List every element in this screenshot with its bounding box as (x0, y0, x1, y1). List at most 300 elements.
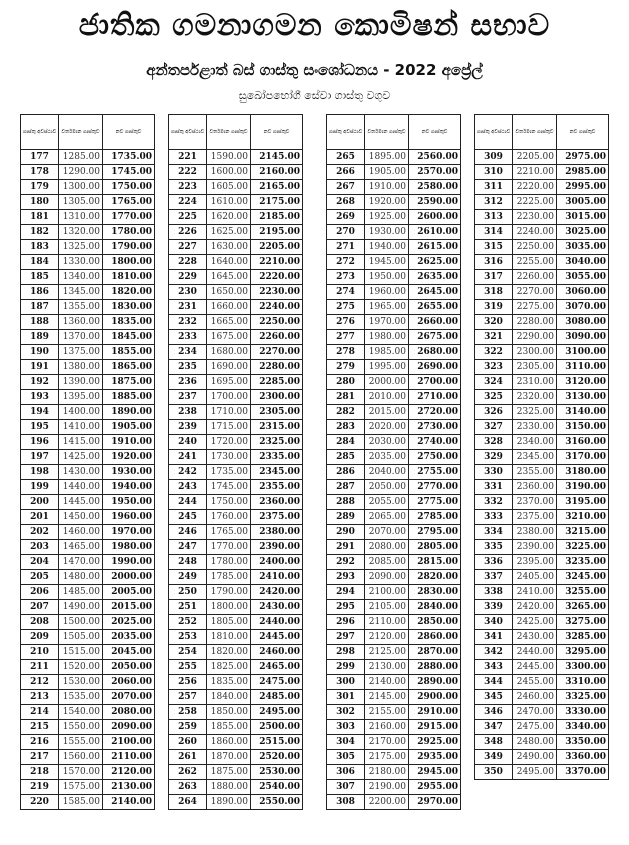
fare-stage-cell: 267 (327, 180, 365, 195)
table-row (169, 345, 303, 360)
new-fare-cell: 3100.00 (557, 345, 609, 360)
fare-stage-cell: 199 (21, 480, 59, 495)
fare-stage-cell: 287 (327, 480, 365, 495)
new-fare-cell: 2185.00 (251, 210, 303, 225)
new-fare-cell: 2550.00 (251, 795, 303, 810)
table-row (21, 615, 155, 630)
new-fare-cell: 2000.00 (103, 570, 155, 585)
fare-stage-cell: 213 (21, 690, 59, 705)
fare-stage-cell: 238 (169, 405, 207, 420)
fare-stage-cell: 330 (475, 465, 513, 480)
new-fare-cell: 2050.00 (103, 660, 155, 675)
current-fare-cell: 2280.00 (513, 315, 557, 330)
current-fare-cell: 1800.00 (207, 600, 251, 615)
current-fare-cell: 1470.00 (59, 555, 103, 570)
current-fare-cell: 1355.00 (59, 300, 103, 315)
new-fare-cell: 1980.00 (103, 540, 155, 555)
table-row (169, 735, 303, 750)
table-row (327, 495, 461, 510)
table-row (21, 525, 155, 540)
fare-stage-cell: 212 (21, 675, 59, 690)
fare-stage-cell: 183 (21, 240, 59, 255)
new-fare-cell: 2335.00 (251, 450, 303, 465)
current-fare-cell: 2410.00 (513, 585, 557, 600)
current-fare-cell: 2420.00 (513, 600, 557, 615)
new-fare-cell: 1780.00 (103, 225, 155, 240)
new-fare-cell: 2400.00 (251, 555, 303, 570)
current-fare-cell: 2040.00 (365, 465, 409, 480)
new-fare-cell: 2410.00 (251, 570, 303, 585)
new-fare-cell: 2315.00 (251, 420, 303, 435)
current-fare-cell: 1720.00 (207, 435, 251, 450)
current-fare-cell: 2340.00 (513, 435, 557, 450)
current-fare-cell: 1760.00 (207, 510, 251, 525)
table-row (169, 765, 303, 780)
table-row (475, 750, 609, 765)
new-fare-cell: 2440.00 (251, 615, 303, 630)
new-fare-cell: 2970.00 (409, 795, 461, 810)
table-row (475, 195, 609, 210)
current-fare-cell: 1910.00 (365, 180, 409, 195)
table-row (21, 795, 155, 810)
table-row (327, 705, 461, 720)
new-fare-cell: 3035.00 (557, 240, 609, 255)
table-row (475, 600, 609, 615)
new-fare-cell: 2060.00 (103, 675, 155, 690)
table-row (327, 660, 461, 675)
new-fare-cell: 1990.00 (103, 555, 155, 570)
table-row (21, 300, 155, 315)
fare-stage-cell: 288 (327, 495, 365, 510)
fare-stage-cell: 323 (475, 360, 513, 375)
table-row (475, 435, 609, 450)
new-fare-cell: 2740.00 (409, 435, 461, 450)
new-fare-cell: 1810.00 (103, 270, 155, 285)
current-fare-cell: 1410.00 (59, 420, 103, 435)
new-fare-cell: 2515.00 (251, 735, 303, 750)
current-fare-cell: 1605.00 (207, 180, 251, 195)
fare-stage-cell: 348 (475, 735, 513, 750)
new-fare-cell: 2485.00 (251, 690, 303, 705)
table-header-row (21, 115, 155, 150)
current-fare-cell: 1310.00 (59, 210, 103, 225)
table-row (475, 450, 609, 465)
new-fare-cell: 2900.00 (409, 690, 461, 705)
current-fare-header: වර්තමාන ගාස්තුව (207, 115, 251, 150)
table-row (21, 720, 155, 735)
new-fare-cell: 2540.00 (251, 780, 303, 795)
table-row (169, 615, 303, 630)
current-fare-cell: 1640.00 (207, 255, 251, 270)
current-fare-cell: 1380.00 (59, 360, 103, 375)
fare-stage-cell: 218 (21, 765, 59, 780)
current-fare-cell: 1995.00 (365, 360, 409, 375)
table-row (475, 345, 609, 360)
new-fare-cell: 2100.00 (103, 735, 155, 750)
new-fare-cell: 2430.00 (251, 600, 303, 615)
current-fare-cell: 1430.00 (59, 465, 103, 480)
current-fare-cell: 2270.00 (513, 285, 557, 300)
new-fare-cell: 2645.00 (409, 285, 461, 300)
fare-stage-cell: 226 (169, 225, 207, 240)
current-fare-cell: 2010.00 (365, 390, 409, 405)
fare-stage-cell: 278 (327, 345, 365, 360)
fare-stage-cell: 311 (475, 180, 513, 195)
current-fare-cell: 2495.00 (513, 765, 557, 780)
current-fare-cell: 2395.00 (513, 555, 557, 570)
new-fare-cell: 3235.00 (557, 555, 609, 570)
new-fare-cell: 2915.00 (409, 720, 461, 735)
table-row (21, 450, 155, 465)
new-fare-cell: 2165.00 (251, 180, 303, 195)
table-row (327, 255, 461, 270)
current-fare-cell: 2360.00 (513, 480, 557, 495)
table-row (475, 255, 609, 270)
new-fare-cell: 1735.00 (103, 150, 155, 165)
table-row (475, 150, 609, 165)
new-fare-cell: 3210.00 (557, 510, 609, 525)
current-fare-cell: 2090.00 (365, 570, 409, 585)
current-fare-cell: 1375.00 (59, 345, 103, 360)
table-row (169, 705, 303, 720)
current-fare-cell: 1625.00 (207, 225, 251, 240)
table-row (327, 150, 461, 165)
current-fare-cell: 1305.00 (59, 195, 103, 210)
table-row (475, 690, 609, 705)
new-fare-cell: 3025.00 (557, 225, 609, 240)
new-fare-cell: 2045.00 (103, 645, 155, 660)
current-fare-cell: 1930.00 (365, 225, 409, 240)
new-fare-cell: 2345.00 (251, 465, 303, 480)
current-fare-cell: 2140.00 (365, 675, 409, 690)
fare-stage-cell: 228 (169, 255, 207, 270)
current-fare-cell: 1810.00 (207, 630, 251, 645)
new-fare-cell: 2655.00 (409, 300, 461, 315)
table-row (475, 735, 609, 750)
table-header-row (169, 115, 303, 150)
fare-stage-cell: 215 (21, 720, 59, 735)
current-fare-cell: 2475.00 (513, 720, 557, 735)
new-fare-cell: 2560.00 (409, 150, 461, 165)
new-fare-cell: 2755.00 (409, 465, 461, 480)
table-row (327, 510, 461, 525)
new-fare-cell: 2805.00 (409, 540, 461, 555)
table-row (21, 645, 155, 660)
table-row (475, 555, 609, 570)
table-row (21, 570, 155, 585)
new-fare-cell: 2775.00 (409, 495, 461, 510)
fare-stage-cell: 283 (327, 420, 365, 435)
new-fare-cell: 2600.00 (409, 210, 461, 225)
fare-stage-cell: 336 (475, 555, 513, 570)
current-fare-cell: 2190.00 (365, 780, 409, 795)
table-row (169, 600, 303, 615)
current-fare-cell: 1520.00 (59, 660, 103, 675)
new-fare-cell: 2160.00 (251, 165, 303, 180)
current-fare-cell: 1400.00 (59, 405, 103, 420)
fare-table-3 (326, 114, 461, 810)
current-fare-cell: 2470.00 (513, 705, 557, 720)
new-fare-cell: 2475.00 (251, 675, 303, 690)
new-fare-cell: 1765.00 (103, 195, 155, 210)
table-row (169, 675, 303, 690)
current-fare-cell: 1395.00 (59, 390, 103, 405)
table-row (475, 360, 609, 375)
table-row (21, 690, 155, 705)
fare-stage-cell: 250 (169, 585, 207, 600)
fare-stage-cell: 261 (169, 750, 207, 765)
fare-stage-cell: 325 (475, 390, 513, 405)
fare-stage-cell: 307 (327, 780, 365, 795)
new-fare-cell: 2240.00 (251, 300, 303, 315)
new-fare-cell: 3110.00 (557, 360, 609, 375)
fare-stage-cell: 179 (21, 180, 59, 195)
table-row (169, 750, 303, 765)
table-row (475, 660, 609, 675)
fare-stage-cell: 186 (21, 285, 59, 300)
page-subtitle: අන්තර්පළාත් බස් ගාස්තු සංශෝධනය - 2022 අප්‍රේල් (146, 61, 483, 79)
table-row (169, 780, 303, 795)
table-row (327, 405, 461, 420)
fare-stage-cell: 308 (327, 795, 365, 810)
fare-stage-cell: 259 (169, 720, 207, 735)
table-row (21, 765, 155, 780)
new-fare-cell: 2860.00 (409, 630, 461, 645)
table-row (169, 210, 303, 225)
fare-stage-cell: 234 (169, 345, 207, 360)
fare-stage-cell: 220 (21, 795, 59, 810)
table-row (475, 285, 609, 300)
table-row (169, 195, 303, 210)
fare-stage-cell: 203 (21, 540, 59, 555)
table-row (169, 720, 303, 735)
current-fare-cell: 2080.00 (365, 540, 409, 555)
fare-table-1 (20, 114, 155, 810)
new-fare-cell: 3360.00 (557, 750, 609, 765)
current-fare-cell: 1425.00 (59, 450, 103, 465)
new-fare-cell: 2015.00 (103, 600, 155, 615)
fare-stage-cell: 187 (21, 300, 59, 315)
new-fare-cell: 2815.00 (409, 555, 461, 570)
table-row (21, 195, 155, 210)
table-row (327, 645, 461, 660)
new-fare-cell: 2270.00 (251, 345, 303, 360)
fare-stage-cell: 177 (21, 150, 59, 165)
new-fare-cell: 1800.00 (103, 255, 155, 270)
new-fare-cell: 2955.00 (409, 780, 461, 795)
fare-stage-cell: 322 (475, 345, 513, 360)
new-fare-header: නව ගාස්තුව (409, 115, 461, 150)
new-fare-cell: 2300.00 (251, 390, 303, 405)
fare-stage-cell: 254 (169, 645, 207, 660)
current-fare-cell: 2160.00 (365, 720, 409, 735)
table-row (169, 330, 303, 345)
fare-stage-cell: 178 (21, 165, 59, 180)
new-fare-cell: 3040.00 (557, 255, 609, 270)
table-row (169, 390, 303, 405)
current-fare-cell: 1790.00 (207, 585, 251, 600)
fare-table-2 (168, 114, 303, 810)
table-row (327, 615, 461, 630)
current-fare-header: වර්තමාන ගාස්තුව (365, 115, 409, 150)
new-fare-cell: 3195.00 (557, 495, 609, 510)
table-row (21, 735, 155, 750)
fare-stage-cell: 291 (327, 540, 365, 555)
table-row (327, 540, 461, 555)
current-fare-cell: 2375.00 (513, 510, 557, 525)
current-fare-cell: 1370.00 (59, 330, 103, 345)
current-fare-cell: 2445.00 (513, 660, 557, 675)
table-row (327, 525, 461, 540)
table-row (169, 570, 303, 585)
new-fare-cell: 2925.00 (409, 735, 461, 750)
fare-stage-cell: 270 (327, 225, 365, 240)
table-row (21, 270, 155, 285)
new-fare-cell: 2870.00 (409, 645, 461, 660)
fare-stage-cell: 318 (475, 285, 513, 300)
new-fare-cell: 2690.00 (409, 360, 461, 375)
fare-stage-cell: 230 (169, 285, 207, 300)
fare-stage-cell: 227 (169, 240, 207, 255)
fare-stage-cell: 293 (327, 570, 365, 585)
new-fare-cell: 3080.00 (557, 315, 609, 330)
fare-stage-cell: 301 (327, 690, 365, 705)
fare-stage-cell: 223 (169, 180, 207, 195)
fare-stage-cell: 197 (21, 450, 59, 465)
current-fare-cell: 1465.00 (59, 540, 103, 555)
current-fare-cell: 2100.00 (365, 585, 409, 600)
new-fare-cell: 1960.00 (103, 510, 155, 525)
new-fare-cell: 3120.00 (557, 375, 609, 390)
page-title: ජාතික ගමනාගමන කොමිෂන් සභාව (78, 8, 551, 43)
fare-stage-cell: 219 (21, 780, 59, 795)
new-fare-cell: 2260.00 (251, 330, 303, 345)
new-fare-cell: 2420.00 (251, 585, 303, 600)
current-fare-cell: 1440.00 (59, 480, 103, 495)
new-fare-cell: 3090.00 (557, 330, 609, 345)
fare-stage-cell: 233 (169, 330, 207, 345)
fare-stage-cell: 201 (21, 510, 59, 525)
table-row (21, 240, 155, 255)
fare-stage-cell: 188 (21, 315, 59, 330)
current-fare-cell: 2050.00 (365, 480, 409, 495)
fare-stage-cell: 257 (169, 690, 207, 705)
new-fare-cell: 2145.00 (251, 150, 303, 165)
table-row (169, 435, 303, 450)
new-fare-cell: 2005.00 (103, 585, 155, 600)
table-row (327, 690, 461, 705)
new-fare-cell: 2890.00 (409, 675, 461, 690)
new-fare-header: නව ගාස්තුව (557, 115, 609, 150)
fare-stage-cell: 255 (169, 660, 207, 675)
current-fare-cell: 2030.00 (365, 435, 409, 450)
new-fare-cell: 2520.00 (251, 750, 303, 765)
new-fare-cell: 1930.00 (103, 465, 155, 480)
current-fare-cell: 1715.00 (207, 420, 251, 435)
table-row (21, 405, 155, 420)
table-row (475, 405, 609, 420)
fare-stage-cell: 286 (327, 465, 365, 480)
current-fare-cell: 2370.00 (513, 495, 557, 510)
fare-stage-cell: 290 (327, 525, 365, 540)
new-fare-cell: 1865.00 (103, 360, 155, 375)
table-row (327, 225, 461, 240)
new-fare-cell: 2850.00 (409, 615, 461, 630)
new-fare-cell: 1745.00 (103, 165, 155, 180)
fare-stage-cell: 313 (475, 210, 513, 225)
new-fare-cell: 3070.00 (557, 300, 609, 315)
new-fare-cell: 3215.00 (557, 525, 609, 540)
table-row (327, 765, 461, 780)
current-fare-cell: 2015.00 (365, 405, 409, 420)
table-row (169, 285, 303, 300)
new-fare-cell: 1890.00 (103, 405, 155, 420)
new-fare-cell: 2120.00 (103, 765, 155, 780)
new-fare-cell: 3170.00 (557, 450, 609, 465)
table-row (327, 300, 461, 315)
new-fare-cell: 3015.00 (557, 210, 609, 225)
current-fare-cell: 2105.00 (365, 600, 409, 615)
table-row (475, 615, 609, 630)
fare-stage-cell: 317 (475, 270, 513, 285)
table-row (21, 465, 155, 480)
fare-stage-cell: 294 (327, 585, 365, 600)
table-row (475, 480, 609, 495)
current-fare-cell: 1500.00 (59, 615, 103, 630)
current-fare-cell: 1855.00 (207, 720, 251, 735)
new-fare-cell: 2910.00 (409, 705, 461, 720)
table-row (21, 585, 155, 600)
fare-stage-cell: 309 (475, 150, 513, 165)
new-fare-cell: 2195.00 (251, 225, 303, 240)
new-fare-cell: 2795.00 (409, 525, 461, 540)
table-row (327, 585, 461, 600)
new-fare-cell: 3255.00 (557, 585, 609, 600)
new-fare-cell: 2110.00 (103, 750, 155, 765)
new-fare-cell: 2720.00 (409, 405, 461, 420)
fare-stage-cell: 271 (327, 240, 365, 255)
fare-stage-cell: 334 (475, 525, 513, 540)
fare-stage-cell: 319 (475, 300, 513, 315)
new-fare-cell: 2770.00 (409, 480, 461, 495)
table-row (21, 285, 155, 300)
current-fare-cell: 2260.00 (513, 270, 557, 285)
current-fare-cell: 1970.00 (365, 315, 409, 330)
new-fare-cell: 2750.00 (409, 450, 461, 465)
fare-stage-cell: 273 (327, 270, 365, 285)
table-row (169, 150, 303, 165)
current-fare-cell: 1680.00 (207, 345, 251, 360)
table-row (169, 480, 303, 495)
new-fare-cell: 2830.00 (409, 585, 461, 600)
current-fare-cell: 1535.00 (59, 690, 103, 705)
fare-stage-cell: 191 (21, 360, 59, 375)
current-fare-cell: 2330.00 (513, 420, 557, 435)
new-fare-cell: 2710.00 (409, 390, 461, 405)
table-row (21, 540, 155, 555)
fare-stage-cell: 295 (327, 600, 365, 615)
table-row (169, 180, 303, 195)
table-row (475, 300, 609, 315)
current-fare-cell: 2405.00 (513, 570, 557, 585)
table-row (475, 390, 609, 405)
new-fare-cell: 3160.00 (557, 435, 609, 450)
new-fare-cell: 2975.00 (557, 150, 609, 165)
fare-stage-header: ගාස්තු අවස්ථාව (169, 115, 207, 150)
fare-stage-cell: 339 (475, 600, 513, 615)
table-row (475, 525, 609, 540)
fare-stage-cell: 196 (21, 435, 59, 450)
